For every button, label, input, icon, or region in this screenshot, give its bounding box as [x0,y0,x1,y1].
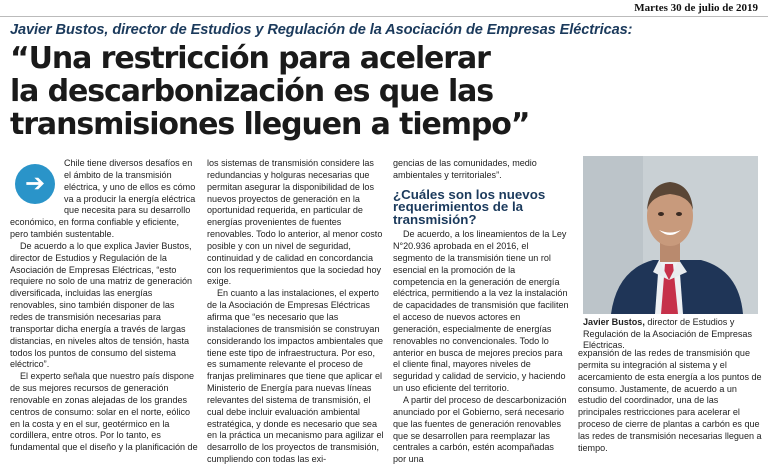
paragraph: De acuerdo a lo que explica Javier Bustos, director de Estudios y Regulación de la Asociación de Empresas Eléctricas, “esto requiere no solo de una matriz de generación diversificada, incluidas las energías renovables, sino también disponer de las redes de transmisión necesarias para transportar dicha energía a través de largas distancias, en niveles altos de tensión, hasta todos los puntos de consumo del sistema eléctrico”. [10,240,193,370]
arrow-right-icon: ➔ [15,164,55,204]
portrait-photo [583,156,758,314]
paragraph: De acuerdo, a los lineamientos de la Ley N°20.936 aprobada en el 2016, el segmento de la transmisión tiene un rol esencial en la promoción de la competencia en la generación de energía eléctrica, permitiendo a la vez la instalación de capacidades de transmisión que faciliten el acceso de nuevos actores en generación, especialmente de energías renovables no convencionales. Todo lo anterior en busca de mejores precios para el cliente final, mayores niveles de seguridad y calidad de servicio, y haciendo un uso eficiente del territorio. [393,229,569,394]
arrow-space [10,158,64,216]
paragraph: En cuanto a las instalaciones, el experto de la Asociación de Empresas Eléctricas afirma que “es necesario que las instalaciones de transmisión se construyan considerando los impactos ambientales que tiene este tipo de infraestructura. Por eso, es sumamente relevante el proceso de franjas preliminares que tiene que aplicar el Ministerio de Energía para nuevas líneas relevantes del sistema de transmisión, el cual debe incluir evaluación ambiental estratégica, y donde es necesario que sea en la práctica un mecanismo para agilizar el desarrollo de los proyectos de transmisión, cumpliendo con todas las exi- [207,288,384,465]
publication-date: Martes 30 de julio de 2019 [634,2,758,14]
caption-name: Javier Bustos, [583,317,645,327]
paragraph: expansión de las redes de transmisión que permita su integración al sistema y el acercamiento de esta energía a los puntos de consumo. Justamente, de acuerdo a un estudio del coordinador, una de las principales restricciones para acelerar el proceso de cierre de plantas a carbón es que las redes de transmisión necesarias lleguen a tiempo. [578,348,762,453]
kicker: Javier Bustos, director de Estudios y Regulación de la Asociación de Empresas Eléctricas: [10,22,633,38]
article-column-4 [578,348,762,455]
headline-line-3: transmisiones lleguen a tiempo” [10,107,530,142]
headline-line-2: la descarbonización es que las [10,74,494,109]
article-column-2 [207,158,385,466]
article-column-1 [10,158,198,454]
photo-caption [583,317,763,352]
paragraph: El experto señala que nuestro país dispone de sus mejores recursos de generación renovable en zonas alejadas de los grandes centros de consumo: solar en el norte, eólico en la costa y en el sur, geotérmico en la cordillera, entre otros. Por lo tanto, es fundamental que el diseño y la planificación de [10,371,198,453]
headline-line-1: “Una restricción para acelerar [10,41,490,76]
portrait-illustration [583,156,758,314]
paragraph: Chile tiene diversos desafíos en el ámbito de la transmisión eléctrica, y uno de ellos es cómo va a producir la energía eléctrica que necesita para su desarrollo económico, en forma confiable y eficiente, pero también sustentable. [10,158,196,240]
header-divider [0,16,768,17]
paragraph: los sistemas de transmisión considere las redundancias y holguras necesarias que permitan asegurar la disponibilidad de los nuevos proyectos de generación en la oportunidad requerida, en particular de energías provenientes de fuentes renovables. Todo lo anterior, al menor costo posible y con un nivel de seguridad, continuidad y de calidad en concordancia con los requerimientos que la sociedad hoy exige. [207,158,383,287]
headline [10,42,760,141]
caption-text: director de Estudios y Regulación de la Asociación de Empresas Eléctricas. [583,317,752,350]
paragraph: A partir del proceso de descarbonización anunciado por el Gobierno, será necesario que las fuentes de generación renovables que se desarrollen para reemplazar las centrales a carbón, estén acompañadas por una [393,395,567,465]
article-column-3 [393,158,569,466]
paragraph: gencias de las comunidades, medio ambientales y territoriales”. [393,158,537,180]
section-subheading: ¿Cuáles son los nuevos requerimientos de la transmisión? [393,186,546,227]
